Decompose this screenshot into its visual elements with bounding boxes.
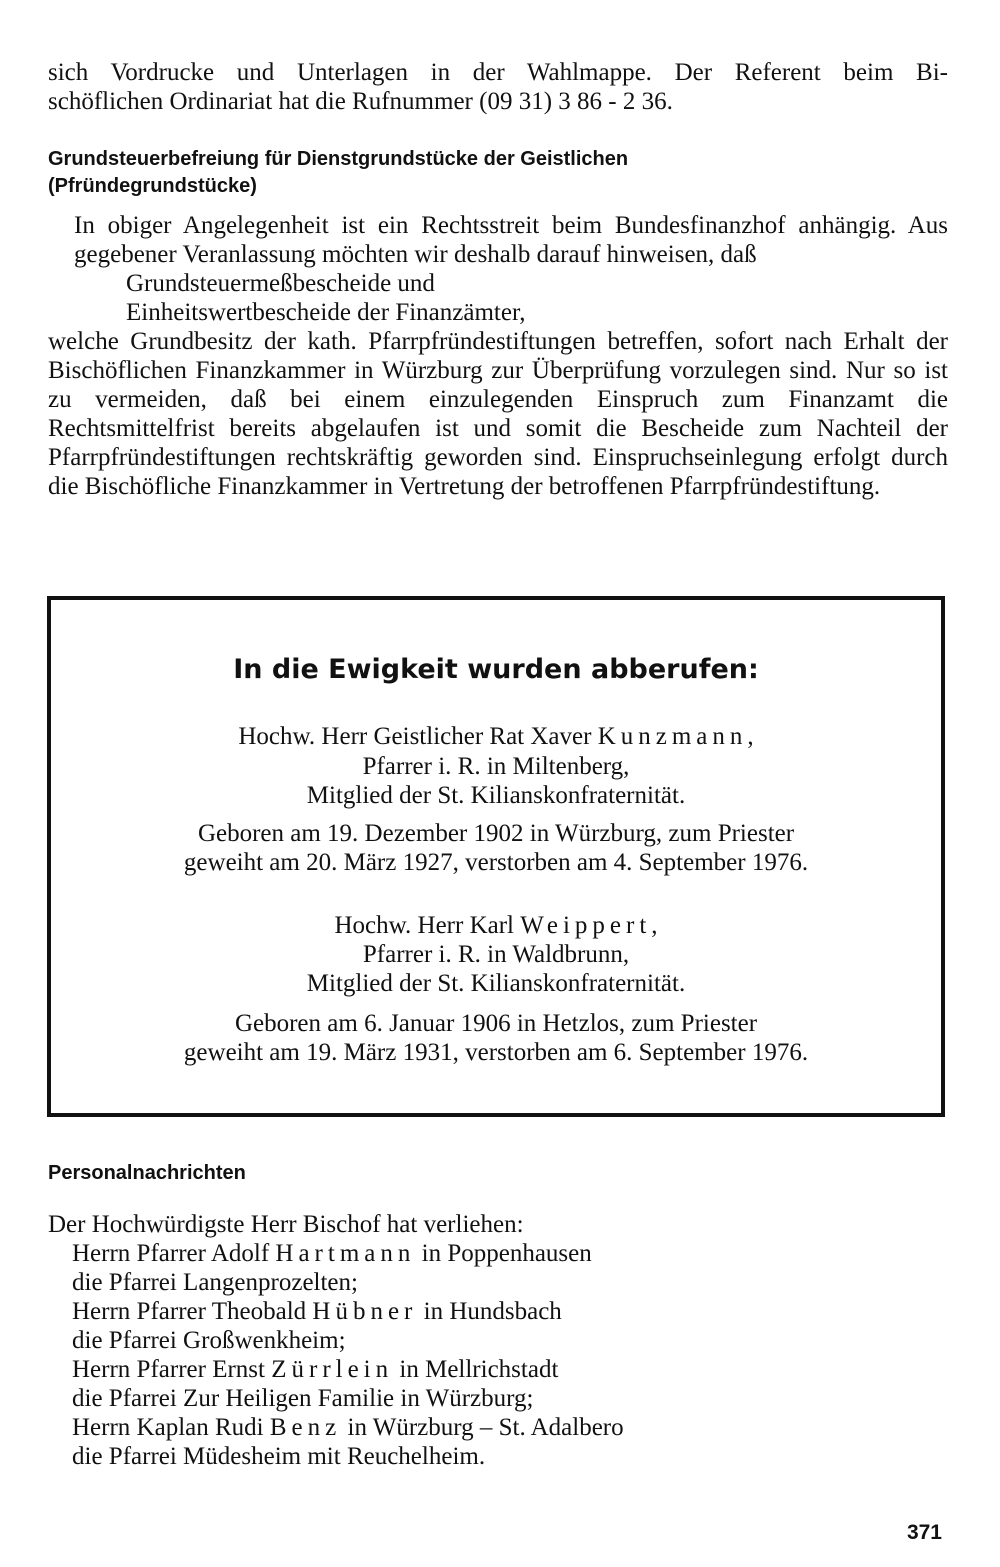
obituary-person-1-dates-2: geweiht am 20. März 1927, verstorben am 4. September 1976. <box>183 849 809 876</box>
list-item-1: Grundsteuermeßbescheide und <box>126 270 435 297</box>
personal-entry-1-name: Herrn Pfarrer Adolf Hartmann in Poppenhausen <box>72 1240 592 1267</box>
surname: Benz <box>269 1414 342 1441</box>
surname: Hartmann <box>275 1240 416 1267</box>
personal-entry-4-name: Herrn Kaplan Rudi Benz in Würzburg – St. Adalbero <box>72 1414 624 1441</box>
obituary-person-1-role: Pfarrer i. R. in Miltenberg, <box>362 753 630 780</box>
surname: Kunzmann <box>597 723 748 750</box>
intro-line-2: schöflichen Ordinariat hat die Rufnummer (09 31) 3 86 - 2 36. <box>48 88 673 115</box>
obituary-title: In die Ewigkeit wurden abberufen: <box>233 654 759 685</box>
section-paragraph-1: In obiger Angelegenheit ist ein Rechtsstreit beim Bundesfinanzhof anhängig. Aus gegebener Veranlassung möchten wir deshalb darauf hinweisen, daß <box>74 212 948 268</box>
obituary-person-1-membership: Mitglied der St. Kilianskonfraternität. <box>306 782 686 809</box>
personal-news-section <box>48 1160 948 1471</box>
personal-entry-2-parish: die Pfarrei Großwenkheim; <box>72 1327 346 1354</box>
obituary-box <box>47 596 945 1117</box>
surname: Hübner <box>312 1298 418 1325</box>
obituary-person-1-name: Hochw. Herr Geistlicher Rat Xaver Kunzmann, <box>238 723 754 750</box>
surname: Zürrlein <box>271 1356 394 1383</box>
personal-entry-3-parish: die Pfarrei Zur Heiligen Familie in Würzburg; <box>72 1385 534 1412</box>
surname: Weippert <box>520 912 652 939</box>
obituary-person-1-dates-1: Geboren am 19. Dezember 1902 in Würzburg, zum Priester <box>197 820 795 847</box>
personal-entry-3-name: Herrn Pfarrer Ernst Zürrlein in Mellrichstadt <box>72 1356 559 1383</box>
section-heading-line-2: (Pfründegrundstücke) <box>48 175 257 197</box>
personal-entry-2-name: Herrn Pfarrer Theobald Hübner in Hundsbach <box>72 1298 562 1325</box>
page-number: 371 <box>906 1521 942 1544</box>
obituary-person-2-name: Hochw. Herr Karl Weippert, <box>334 912 658 939</box>
personal-entry-4-parish: die Pfarrei Müdesheim mit Reuchelheim. <box>72 1443 486 1470</box>
personal-intro: Der Hochwürdigste Herr Bischof hat verliehen: <box>48 1211 524 1238</box>
personal-heading: Personalnachrichten <box>48 1162 246 1184</box>
personal-entry-1-parish: die Pfarrei Langenprozelten; <box>72 1269 358 1296</box>
obituary-person-2-role: Pfarrer i. R. in Waldbrunn, <box>362 941 630 968</box>
document-list <box>48 269 948 327</box>
section-heading-line-1: Grundsteuerbefreiung für Dienstgrundstücke der Geistlichen <box>48 148 629 170</box>
obituary-person-2-dates-1: Geboren am 6. Januar 1906 in Hetzlos, zum Priester <box>234 1010 758 1037</box>
list-item-2: Einheitswertbescheide der Finanzämter, <box>126 299 526 326</box>
document-page <box>48 58 948 501</box>
section-paragraph-2: welche Grundbesitz der kath. Pfarrpfründestiftungen betreffen, sofort nach Erhalt der Bischöflichen Finanzkammer in Würzburg zur Überprüfung vorzulegen sind. Nur so ist zu vermeiden, daß bei einem einzulegenden Einspruch zum Finanzamt die Rechtsmittelfrist bereits abgelaufen ist und somit die Bescheide zum Nachteil der Pfarrpfründestiftungen rechtskräftig geworden sind. Einspruchseinlegung erfolgt durch die Bischöfliche Finanzkammer in Vertretung der betroffenen Pfarrpfründestiftung. <box>48 328 948 500</box>
intro-line-1: sich Vordrucke und Unterlagen in der Wahlmappe. Der Referent beim Bi- <box>48 59 948 86</box>
obituary-person-2-dates-2: geweiht am 19. März 1931, verstorben am 6. September 1976. <box>183 1039 809 1066</box>
obituary-person-2-membership: Mitglied der St. Kilianskonfraternität. <box>306 970 686 997</box>
